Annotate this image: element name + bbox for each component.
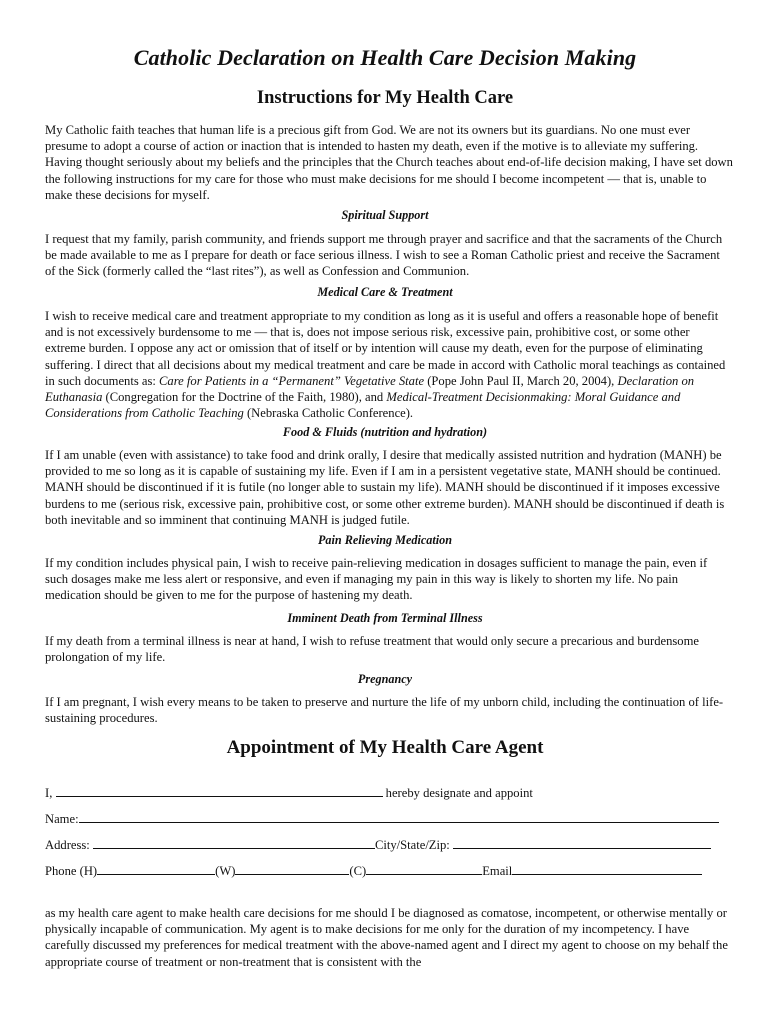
medical-text-d: (Nebraska Catholic Conference). <box>243 406 414 421</box>
food-fluids-paragraph: If I am unable (even with assistance) to take food and drink orally, I desire that medically assisted nutrition and hydration (MANH) be provided to me so long as it is capable of sustaining my life. Even if I am in a persistent vegetative state, MANH should be continued. MANH should be discontinued if it is futile (no longer able to sustain my life). MANH should be discontinued if it imposes excessive burdens to me (serious risk, excessive pain, prohibitive cost, or some other extreme burden). MANH should be discontinued if death is both inevitable and so imminent that continuing MANH is judged futile. <box>45 448 725 527</box>
agent-city-blank[interactable] <box>453 836 711 849</box>
agent-phone-line <box>45 862 702 879</box>
reference-medical-treatment-decisionmaking: Medical-Treatment Decisionmaking: Moral Guidance and Considerations from Catholic Teaching <box>45 390 681 421</box>
medical-care-paragraph <box>45 308 733 421</box>
medical-text-a: I wish to receive medical care and treatment appropriate to my condition as long as it is useful and offers a reasonable hope of benefit and is not excessively burdensome to me — that is, does not impose serious risk, excessive pain, prohibitive cost, or some other extreme burden. I oppose any act or omission that of itself or by intention will cause my death, even for the purpose of eliminating suffering. I direct that all decisions about my medical treatment and care be made in accord with Catholic moral teachings as contained in such documents as: <box>45 309 726 388</box>
heading-food-fluids: Food & Fluids (nutrition and hydration) <box>282 425 488 439</box>
email-blank[interactable] <box>512 862 702 875</box>
phone-cell-blank[interactable] <box>366 862 482 875</box>
agent-address-line <box>45 836 711 853</box>
city-label: City/State/Zip: <box>374 838 450 852</box>
heading-imminent-death: Imminent Death from Terminal Illness <box>287 611 483 625</box>
spiritual-support-paragraph: I request that my family, parish community, and friends support me through prayer and sacrifice and that the sacraments of the Church be made available to me as I prepare for death or face serious illness. I wish to see a Roman Catholic priest and receive the Sacrament of the Sick (formerly called the “last rites”), as well as Confession and Communion. <box>45 232 723 279</box>
reference-declaration-euthanasia: Declaration on Euthanasia <box>45 373 695 405</box>
agent-designation-line <box>45 784 533 801</box>
agent-section-heading: Appointment of My Health Care Agent <box>226 737 544 758</box>
agent-closing-paragraph: as my health care agent to make health care decisions for me should I be diagnosed as comatose, incompetent, or otherwise mentally or physically incapable of communication. My agent is to make decisions for me only for the duration of my incompetency. I have carefully discussed my preferences for medical treatment with the above-named agent and I direct my agent to choose on my behalf the appropriate course of treatment or non-treatment that is consistent with the <box>45 906 728 969</box>
heading-medical-care: Medical Care & Treatment <box>317 285 453 299</box>
phone-work-blank[interactable] <box>235 862 349 875</box>
reference-vegetative-state: Care for Patients in a “Permanent” Vegetative State <box>159 373 425 388</box>
intro-paragraph: My Catholic faith teaches that human life is a precious gift from God. We are not its owners but its guardians. No one must ever presume to adopt a course of action or inaction that is intended to hasten my death, even if the motive is to alleviate my suffering. Having thought seriously about my beliefs and the principles that the Church teaches about end-of-life decision making, I have set down the following instructions for my care for those who must make decisions for me should I become incompetent — that is, unable to make these decisions for myself. <box>45 123 733 202</box>
designate-label: hereby designate and appoint <box>385 786 533 800</box>
name-label: Name: <box>45 812 79 826</box>
agent-name-line <box>45 810 719 827</box>
medical-text-c: (Congregation for the Doctrine of the Faith, 1980), and <box>102 390 387 405</box>
phone-home-blank[interactable] <box>97 862 215 875</box>
declarant-name-blank[interactable] <box>56 784 383 797</box>
pain-relieving-paragraph: If my condition includes physical pain, I wish to receive pain-relieving medication in dosages sufficient to manage the pain, even if such dosages make me less alert or responsive, and even if managing my pain in this way is likely to shorten my life. No pain medication should be given to me for the purpose of hastening my death. <box>45 556 708 603</box>
address-label: Address: <box>45 838 90 852</box>
i-label: I, <box>45 786 53 800</box>
pregnancy-paragraph: If I am pregnant, I wish every means to be taken to preserve and nurture the life of my unborn child, including the continuation of life-sustaining procedures. <box>45 695 724 726</box>
document-title: Catholic Declaration on Health Care Decision Making <box>133 45 637 70</box>
document-subtitle: Instructions for My Health Care <box>256 88 514 108</box>
email-label: Email <box>482 864 513 878</box>
imminent-death-paragraph: If my death from a terminal illness is near at hand, I wish to refuse treatment that would only secure a precarious and burdensome prolongation of my life. <box>45 634 699 665</box>
agent-name-blank[interactable] <box>79 810 719 823</box>
agent-address-blank[interactable] <box>93 836 375 849</box>
medical-text-b: (Pope John Paul II, March 20, 2004), <box>424 373 618 388</box>
phone-home-label: Phone (H) <box>45 864 98 878</box>
heading-pregnancy: Pregnancy <box>357 672 413 686</box>
phone-work-label: (W) <box>215 864 236 878</box>
phone-cell-label: (C) <box>349 864 367 878</box>
heading-pain-relieving: Pain Relieving Medication <box>317 533 453 547</box>
heading-spiritual-support: Spiritual Support <box>341 208 429 222</box>
